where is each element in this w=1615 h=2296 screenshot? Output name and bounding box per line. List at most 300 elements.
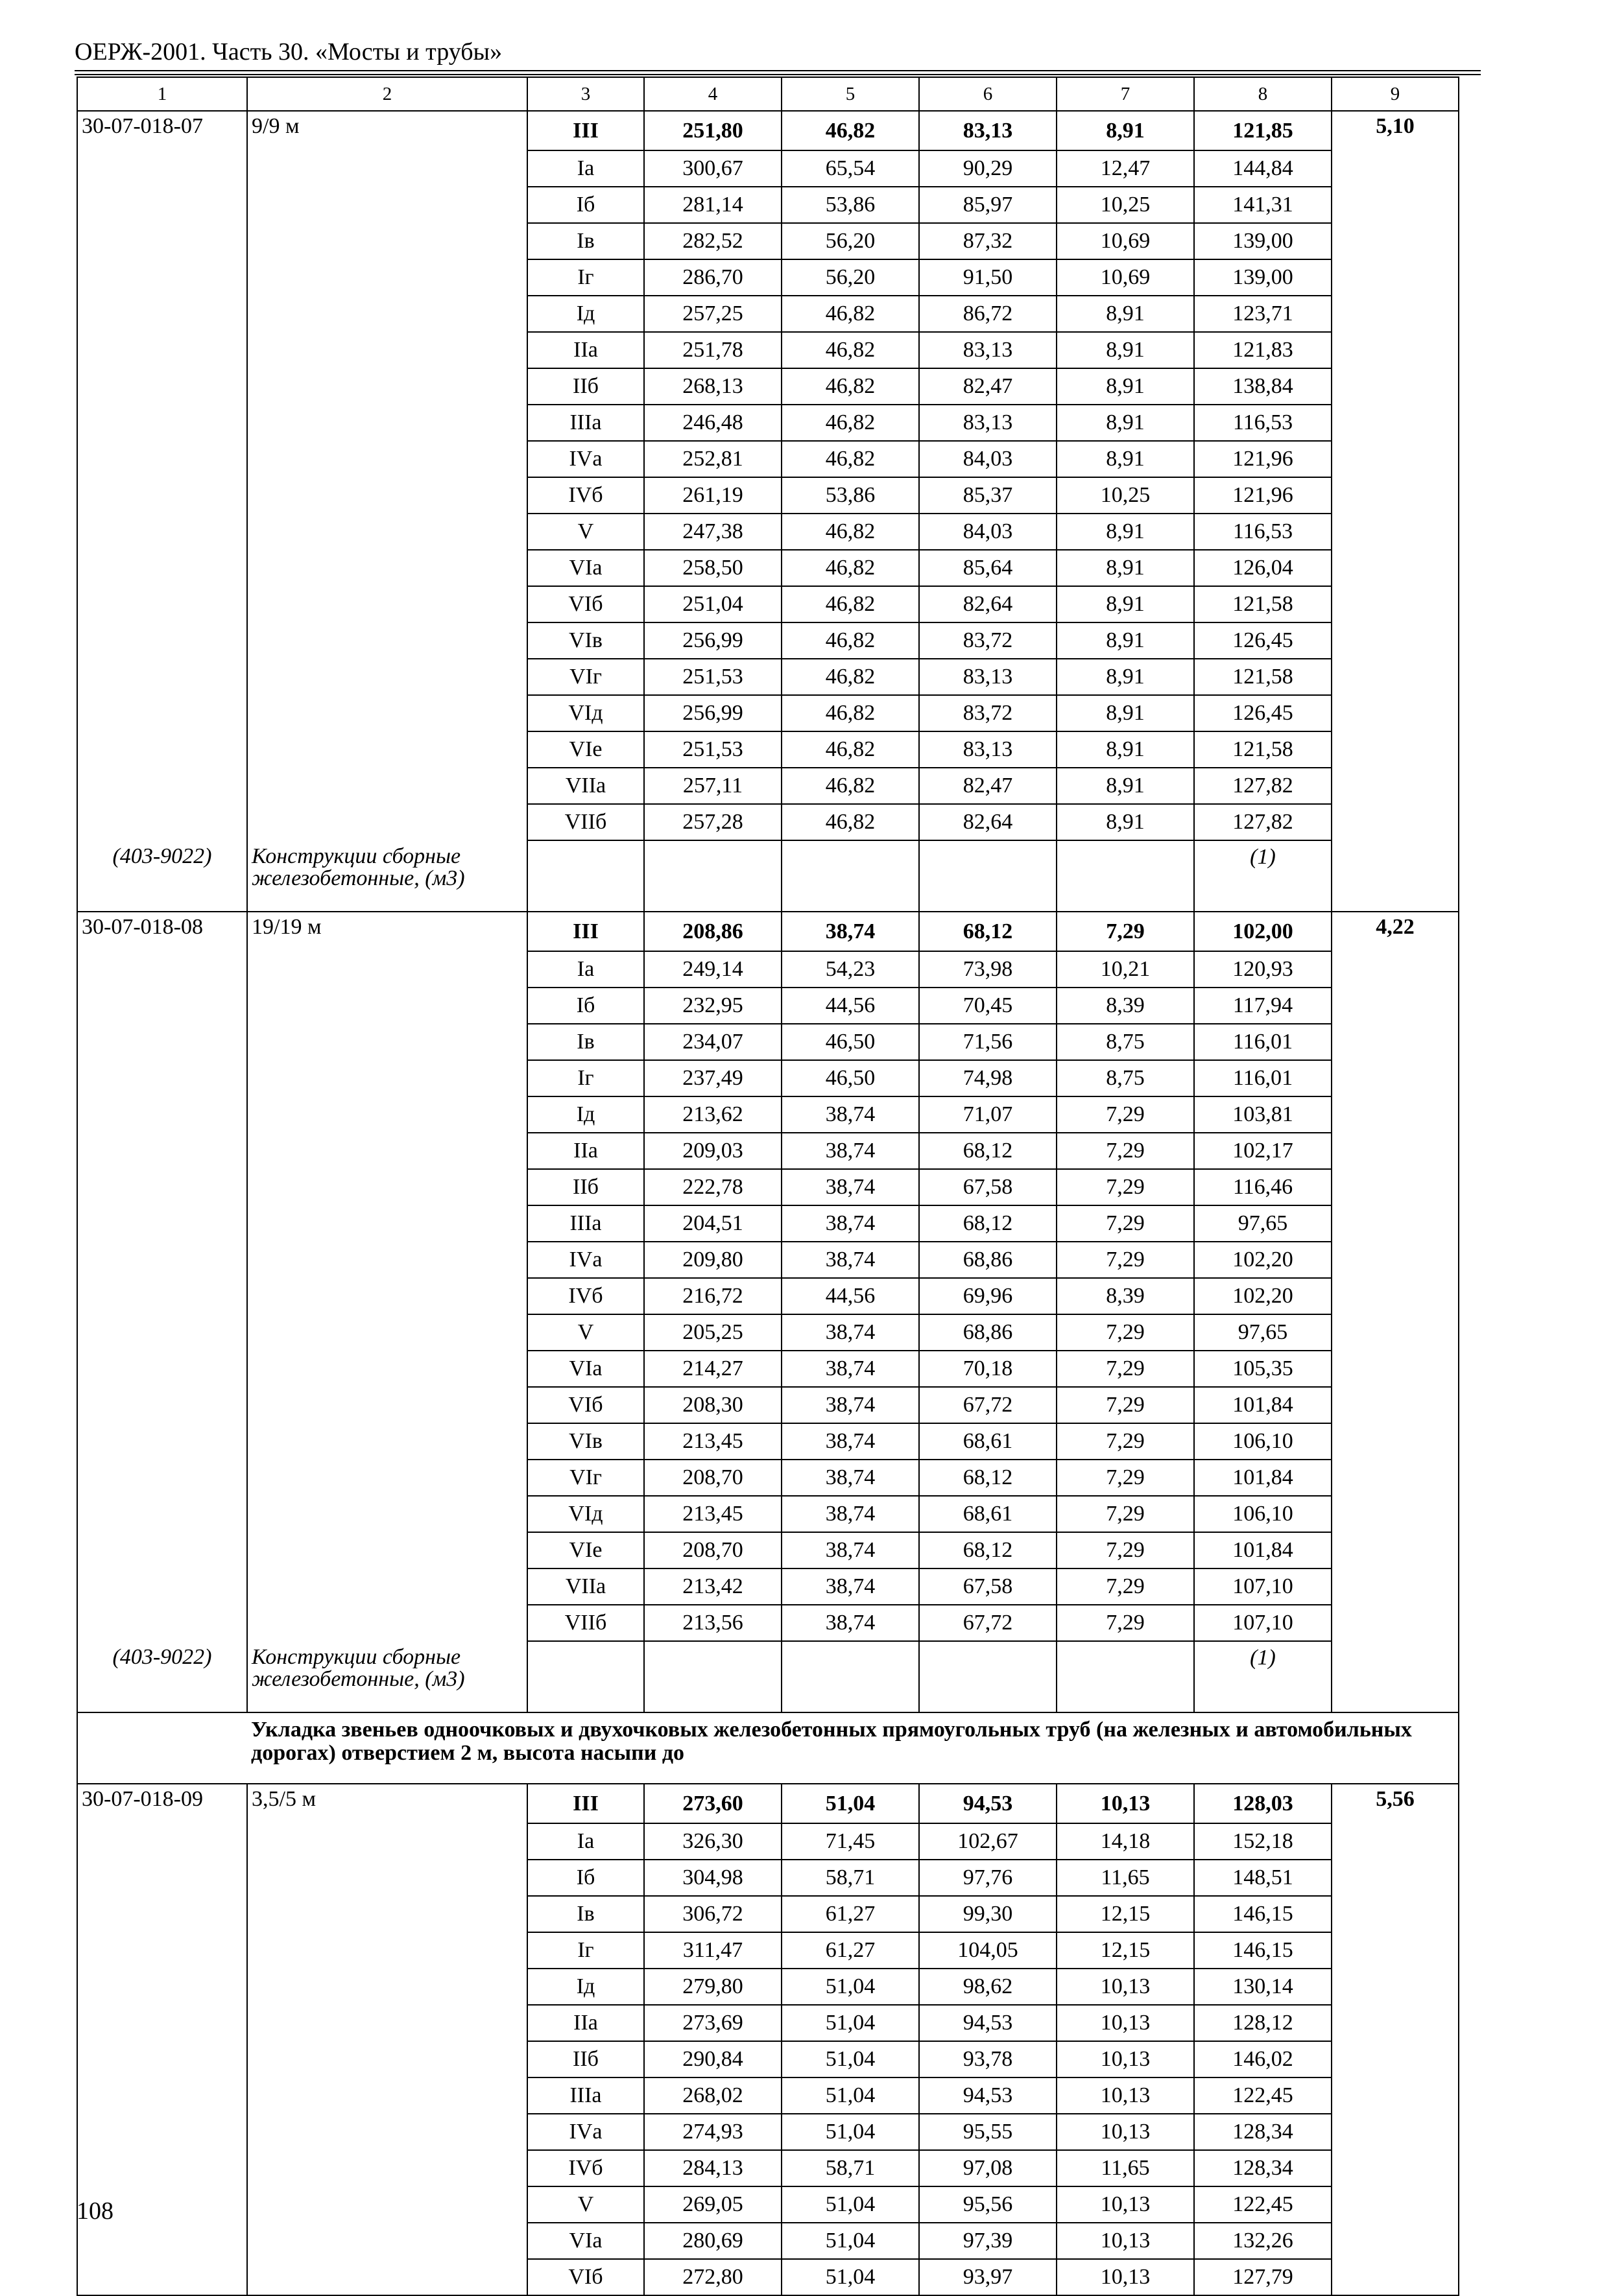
region-code: IIб <box>527 368 644 405</box>
table-row <box>77 622 1459 659</box>
empty-cell <box>1332 695 1459 731</box>
value-cell: 10,13 <box>1057 1969 1194 2005</box>
empty-cell <box>77 550 247 586</box>
resource-quantity: (1) <box>1194 840 1332 912</box>
table-row <box>77 1169 1459 1205</box>
value-cell: 281,14 <box>644 187 782 223</box>
empty-cell <box>77 1605 247 1641</box>
value-cell: 10,13 <box>1057 2223 1194 2259</box>
value-cell: 70,45 <box>919 988 1057 1024</box>
empty-cell <box>247 1460 527 1496</box>
empty-cell <box>247 1096 527 1133</box>
value-cell: 261,19 <box>644 477 782 514</box>
empty-cell <box>77 695 247 731</box>
table-row <box>77 1024 1459 1060</box>
empty-cell <box>77 1387 247 1423</box>
document-header: ОЕРЖ-2001. Часть 30. «Мосты и трубы» <box>75 38 503 65</box>
empty-cell <box>247 1532 527 1568</box>
value-cell: 10,13 <box>1057 2259 1194 2295</box>
value-cell: 11,65 <box>1057 1860 1194 1896</box>
value-cell: 38,74 <box>782 1242 919 1278</box>
empty-cell <box>247 1278 527 1314</box>
value-cell: 82,47 <box>919 368 1057 405</box>
value-cell: 102,20 <box>1194 1242 1332 1278</box>
empty-cell <box>247 1205 527 1242</box>
table-row <box>77 912 1459 951</box>
value-cell: 46,82 <box>782 622 919 659</box>
region-code: III <box>527 912 644 951</box>
empty-cell <box>247 622 527 659</box>
region-code: VIIа <box>527 768 644 804</box>
value-cell: 94,53 <box>919 1784 1057 1823</box>
value-cell: 8,91 <box>1057 296 1194 332</box>
value-cell: 213,62 <box>644 1096 782 1133</box>
empty-cell <box>1332 514 1459 550</box>
value-cell: 97,08 <box>919 2150 1057 2186</box>
value-cell: 93,97 <box>919 2259 1057 2295</box>
empty-cell <box>247 1860 527 1896</box>
value-cell: 127,82 <box>1194 768 1332 804</box>
value-cell: 216,72 <box>644 1278 782 1314</box>
table-row <box>77 586 1459 622</box>
value-cell: 122,45 <box>1194 2186 1332 2223</box>
value-cell: 65,54 <box>782 150 919 187</box>
empty-cell <box>1057 1641 1194 1712</box>
table-row <box>77 2150 1459 2186</box>
region-code: VIе <box>527 731 644 768</box>
empty-cell <box>77 296 247 332</box>
value-cell: 128,34 <box>1194 2114 1332 2150</box>
value-cell: 10,25 <box>1057 187 1194 223</box>
empty-cell <box>77 1242 247 1278</box>
value-cell: 38,74 <box>782 1314 919 1351</box>
value-cell: 56,20 <box>782 259 919 296</box>
value-cell: 251,53 <box>644 731 782 768</box>
empty-cell <box>247 514 527 550</box>
value-cell: 51,04 <box>782 1969 919 2005</box>
region-code: Iд <box>527 1096 644 1133</box>
region-code: Iд <box>527 1969 644 2005</box>
value-cell: 300,67 <box>644 150 782 187</box>
table-row <box>77 550 1459 586</box>
value-cell: 8,75 <box>1057 1024 1194 1060</box>
table-row <box>77 1314 1459 1351</box>
empty-cell <box>77 951 247 988</box>
region-code: VIг <box>527 659 644 695</box>
value-cell: 54,23 <box>782 951 919 988</box>
value-cell: 268,13 <box>644 368 782 405</box>
note-row <box>77 1641 1459 1712</box>
empty-cell <box>77 223 247 259</box>
value-cell: 234,07 <box>644 1024 782 1060</box>
value-cell: 11,65 <box>1057 2150 1194 2186</box>
value-cell: 120,93 <box>1194 951 1332 988</box>
value-cell: 273,69 <box>644 2005 782 2041</box>
empty-cell <box>1332 586 1459 622</box>
header-rule-secondary <box>75 74 1481 75</box>
value-cell: 251,04 <box>644 586 782 622</box>
value-cell: 51,04 <box>782 2223 919 2259</box>
empty-cell <box>1332 1823 1459 1860</box>
empty-cell <box>782 1641 919 1712</box>
empty-cell <box>77 1314 247 1351</box>
value-cell: 99,30 <box>919 1896 1057 1932</box>
value-cell: 8,91 <box>1057 622 1194 659</box>
table-row <box>77 731 1459 768</box>
value-cell: 256,99 <box>644 695 782 731</box>
value-cell: 121,58 <box>1194 731 1332 768</box>
value-cell: 290,84 <box>644 2041 782 2077</box>
value-cell: 97,39 <box>919 2223 1057 2259</box>
value-cell: 121,96 <box>1194 477 1332 514</box>
value-cell: 38,74 <box>782 1568 919 1605</box>
empty-cell <box>1332 1423 1459 1460</box>
empty-cell <box>1332 405 1459 441</box>
empty-cell <box>1332 1096 1459 1133</box>
empty-cell <box>77 1823 247 1860</box>
value-cell: 56,20 <box>782 223 919 259</box>
empty-cell <box>247 1242 527 1278</box>
region-code: Iа <box>527 1823 644 1860</box>
value-cell: 102,00 <box>1194 912 1332 951</box>
value-cell: 232,95 <box>644 988 782 1024</box>
value-cell: 10,13 <box>1057 2114 1194 2150</box>
region-code: VIIб <box>527 804 644 840</box>
region-code: IVа <box>527 1242 644 1278</box>
empty-cell <box>247 296 527 332</box>
empty-cell <box>247 988 527 1024</box>
table-row <box>77 2041 1459 2077</box>
region-code: Iа <box>527 150 644 187</box>
value-cell: 8,91 <box>1057 695 1194 731</box>
empty-cell <box>1332 223 1459 259</box>
table-row <box>77 1096 1459 1133</box>
rate-code: 30-07-018-07 <box>77 111 247 150</box>
value-cell: 130,14 <box>1194 1969 1332 2005</box>
value-cell: 116,01 <box>1194 1060 1332 1096</box>
region-code: Iв <box>527 223 644 259</box>
value-cell: 208,70 <box>644 1460 782 1496</box>
value-cell: 98,62 <box>919 1969 1057 2005</box>
value-cell: 256,99 <box>644 622 782 659</box>
value-cell: 128,34 <box>1194 2150 1332 2186</box>
resource-reference: (403-9022) <box>77 1641 247 1712</box>
empty-cell <box>247 1387 527 1423</box>
empty-cell <box>1332 2186 1459 2223</box>
empty-cell <box>247 1314 527 1351</box>
region-code: VIб <box>527 2259 644 2295</box>
value-cell: 106,10 <box>1194 1496 1332 1532</box>
empty-cell <box>77 622 247 659</box>
region-code: VIа <box>527 1351 644 1387</box>
empty-cell <box>77 150 247 187</box>
value-cell: 68,12 <box>919 912 1057 951</box>
empty-cell <box>77 477 247 514</box>
value-cell: 46,82 <box>782 332 919 368</box>
value-cell: 126,04 <box>1194 550 1332 586</box>
value-cell: 67,58 <box>919 1169 1057 1205</box>
value-cell: 146,15 <box>1194 1896 1332 1932</box>
column-number: 4 <box>644 77 782 111</box>
value-cell: 7,29 <box>1057 1387 1194 1423</box>
value-cell: 101,84 <box>1194 1532 1332 1568</box>
table-row <box>77 368 1459 405</box>
value-cell: 121,96 <box>1194 441 1332 477</box>
empty-cell <box>77 441 247 477</box>
value-cell: 208,30 <box>644 1387 782 1423</box>
region-code: IIб <box>527 1169 644 1205</box>
value-cell: 7,29 <box>1057 1460 1194 1496</box>
empty-cell <box>1332 1351 1459 1387</box>
table-row <box>77 1860 1459 1896</box>
value-cell: 38,74 <box>782 1605 919 1641</box>
value-cell: 10,69 <box>1057 223 1194 259</box>
empty-cell <box>77 1060 247 1096</box>
value-cell: 280,69 <box>644 2223 782 2259</box>
empty-cell <box>247 368 527 405</box>
value-cell: 93,78 <box>919 2041 1057 2077</box>
empty-cell <box>77 768 247 804</box>
region-code: IIIа <box>527 405 644 441</box>
resource-description: Конструкции сборные железобетонные, (м3) <box>247 1641 527 1712</box>
value-cell: 8,91 <box>1057 368 1194 405</box>
value-cell: 83,72 <box>919 695 1057 731</box>
empty-cell <box>77 1932 247 1969</box>
value-cell: 8,75 <box>1057 1060 1194 1096</box>
value-cell: 51,04 <box>782 2041 919 2077</box>
value-cell: 38,74 <box>782 1351 919 1387</box>
value-cell: 8,91 <box>1057 332 1194 368</box>
value-cell: 7,29 <box>1057 1605 1194 1641</box>
empty-cell <box>1332 659 1459 695</box>
table-row <box>77 1896 1459 1932</box>
value-cell: 8,91 <box>1057 804 1194 840</box>
region-code: VIд <box>527 695 644 731</box>
empty-cell <box>1057 840 1194 912</box>
value-cell: 102,17 <box>1194 1133 1332 1169</box>
rates-table <box>77 77 1459 2296</box>
table-row <box>77 1532 1459 1568</box>
empty-cell <box>1332 259 1459 296</box>
value-cell: 95,55 <box>919 2114 1057 2150</box>
table-row <box>77 259 1459 296</box>
table-row <box>77 1460 1459 1496</box>
value-cell: 91,50 <box>919 259 1057 296</box>
value-cell: 148,51 <box>1194 1860 1332 1896</box>
value-cell: 126,45 <box>1194 622 1332 659</box>
value-cell: 102,67 <box>919 1823 1057 1860</box>
value-cell: 204,51 <box>644 1205 782 1242</box>
value-cell: 132,26 <box>1194 2223 1332 2259</box>
section-title: Укладка звеньев одноочковых и двухочковых железобетонных прямоугольных труб (на железных и автомобильных дорогах) отверстием 2 м, высота насыпи до <box>247 1712 1459 1784</box>
empty-cell <box>247 1568 527 1605</box>
table-row <box>77 1242 1459 1278</box>
value-cell: 139,00 <box>1194 223 1332 259</box>
region-code: IVб <box>527 1278 644 1314</box>
value-cell: 38,74 <box>782 912 919 951</box>
empty-cell <box>77 2259 247 2295</box>
value-cell: 68,86 <box>919 1314 1057 1351</box>
empty-cell <box>77 368 247 405</box>
rate-code: 30-07-018-08 <box>77 912 247 951</box>
region-code: Iг <box>527 1932 644 1969</box>
region-code: III <box>527 111 644 150</box>
table-row <box>77 1060 1459 1096</box>
value-cell: 46,82 <box>782 768 919 804</box>
value-cell: 7,29 <box>1057 1532 1194 1568</box>
table-row <box>77 514 1459 550</box>
value-cell: 7,29 <box>1057 912 1194 951</box>
table-row <box>77 2005 1459 2041</box>
value-cell: 12,47 <box>1057 150 1194 187</box>
value-cell: 8,91 <box>1057 405 1194 441</box>
empty-cell <box>247 441 527 477</box>
empty-cell <box>247 150 527 187</box>
empty-cell <box>247 951 527 988</box>
empty-cell <box>77 1096 247 1133</box>
table-row <box>77 768 1459 804</box>
empty-cell <box>247 695 527 731</box>
value-cell: 214,27 <box>644 1351 782 1387</box>
column-number: 1 <box>77 77 247 111</box>
value-cell: 127,82 <box>1194 804 1332 840</box>
empty-cell <box>77 1969 247 2005</box>
value-cell: 246,48 <box>644 405 782 441</box>
value-cell: 272,80 <box>644 2259 782 2295</box>
value-cell: 51,04 <box>782 2259 919 2295</box>
empty-cell <box>1332 2077 1459 2114</box>
value-cell: 146,15 <box>1194 1932 1332 1969</box>
region-code: VIв <box>527 622 644 659</box>
empty-cell <box>77 1860 247 1896</box>
empty-cell <box>1332 951 1459 988</box>
value-cell: 68,12 <box>919 1205 1057 1242</box>
value-cell: 46,82 <box>782 405 919 441</box>
value-cell: 311,47 <box>644 1932 782 1969</box>
value-cell: 74,98 <box>919 1060 1057 1096</box>
region-code: IVб <box>527 477 644 514</box>
value-cell: 7,29 <box>1057 1568 1194 1605</box>
value-cell: 85,97 <box>919 187 1057 223</box>
region-code: IIа <box>527 2005 644 2041</box>
value-cell: 10,13 <box>1057 2041 1194 2077</box>
value-cell: 97,65 <box>1194 1314 1332 1351</box>
value-cell: 126,45 <box>1194 695 1332 731</box>
empty-cell <box>1332 187 1459 223</box>
value-cell: 116,46 <box>1194 1169 1332 1205</box>
empty-cell <box>1332 1242 1459 1278</box>
empty-cell <box>77 2223 247 2259</box>
empty-cell <box>1332 1969 1459 2005</box>
empty-cell <box>247 1169 527 1205</box>
section-heading-row <box>77 1712 1459 1784</box>
empty-cell <box>1332 368 1459 405</box>
table-row <box>77 1784 1459 1823</box>
value-cell: 209,03 <box>644 1133 782 1169</box>
value-cell: 213,45 <box>644 1496 782 1532</box>
empty-cell <box>247 405 527 441</box>
value-cell: 73,98 <box>919 951 1057 988</box>
value-cell: 257,25 <box>644 296 782 332</box>
value-cell: 251,78 <box>644 332 782 368</box>
value-cell: 83,13 <box>919 111 1057 150</box>
empty-cell <box>77 1169 247 1205</box>
empty-cell <box>247 659 527 695</box>
empty-cell <box>247 731 527 768</box>
region-code: VIIа <box>527 1568 644 1605</box>
region-code: VIа <box>527 550 644 586</box>
empty-cell <box>247 187 527 223</box>
empty-cell <box>77 1532 247 1568</box>
empty-cell <box>1332 1532 1459 1568</box>
empty-cell <box>77 1496 247 1532</box>
empty-cell <box>1332 1932 1459 1969</box>
empty-cell <box>1332 988 1459 1024</box>
value-cell: 208,86 <box>644 912 782 951</box>
value-cell: 208,70 <box>644 1532 782 1568</box>
empty-cell <box>247 768 527 804</box>
value-cell: 213,45 <box>644 1423 782 1460</box>
value-cell: 83,13 <box>919 731 1057 768</box>
table-row <box>77 441 1459 477</box>
value-cell: 121,58 <box>1194 659 1332 695</box>
value-cell: 8,91 <box>1057 731 1194 768</box>
region-code: VIб <box>527 586 644 622</box>
value-cell: 103,81 <box>1194 1096 1332 1133</box>
value-cell: 68,12 <box>919 1460 1057 1496</box>
resource-description: Конструкции сборные железобетонные, (м3) <box>247 840 527 912</box>
value-cell: 71,56 <box>919 1024 1057 1060</box>
value-cell: 128,03 <box>1194 1784 1332 1823</box>
value-cell: 38,74 <box>782 1423 919 1460</box>
value-cell: 107,10 <box>1194 1568 1332 1605</box>
table-row <box>77 2077 1459 2114</box>
table-row <box>77 1823 1459 1860</box>
value-cell: 7,29 <box>1057 1314 1194 1351</box>
empty-cell <box>1332 1605 1459 1641</box>
value-cell: 144,84 <box>1194 150 1332 187</box>
value-cell: 326,30 <box>644 1823 782 1860</box>
value-cell: 10,69 <box>1057 259 1194 296</box>
empty-cell <box>1332 2005 1459 2041</box>
region-code: Iб <box>527 988 644 1024</box>
empty-cell <box>1332 1024 1459 1060</box>
region-code: IVа <box>527 2114 644 2150</box>
value-cell: 121,85 <box>1194 111 1332 150</box>
empty-cell <box>1332 1133 1459 1169</box>
empty-cell <box>77 586 247 622</box>
value-cell: 83,13 <box>919 405 1057 441</box>
table-row <box>77 1387 1459 1423</box>
empty-cell <box>77 2114 247 2150</box>
value-cell: 67,72 <box>919 1387 1057 1423</box>
region-code: Iв <box>527 1024 644 1060</box>
value-cell: 279,80 <box>644 1969 782 2005</box>
value-cell: 138,84 <box>1194 368 1332 405</box>
empty-cell <box>247 259 527 296</box>
value-cell: 128,12 <box>1194 2005 1332 2041</box>
value-cell: 46,82 <box>782 659 919 695</box>
value-cell: 69,96 <box>919 1278 1057 1314</box>
value-cell: 38,74 <box>782 1460 919 1496</box>
value-cell: 152,18 <box>1194 1823 1332 1860</box>
empty-cell <box>247 1823 527 1860</box>
region-code: VIе <box>527 1532 644 1568</box>
empty-cell <box>247 586 527 622</box>
empty-cell <box>1332 622 1459 659</box>
value-cell: 121,83 <box>1194 332 1332 368</box>
value-cell: 107,10 <box>1194 1605 1332 1641</box>
